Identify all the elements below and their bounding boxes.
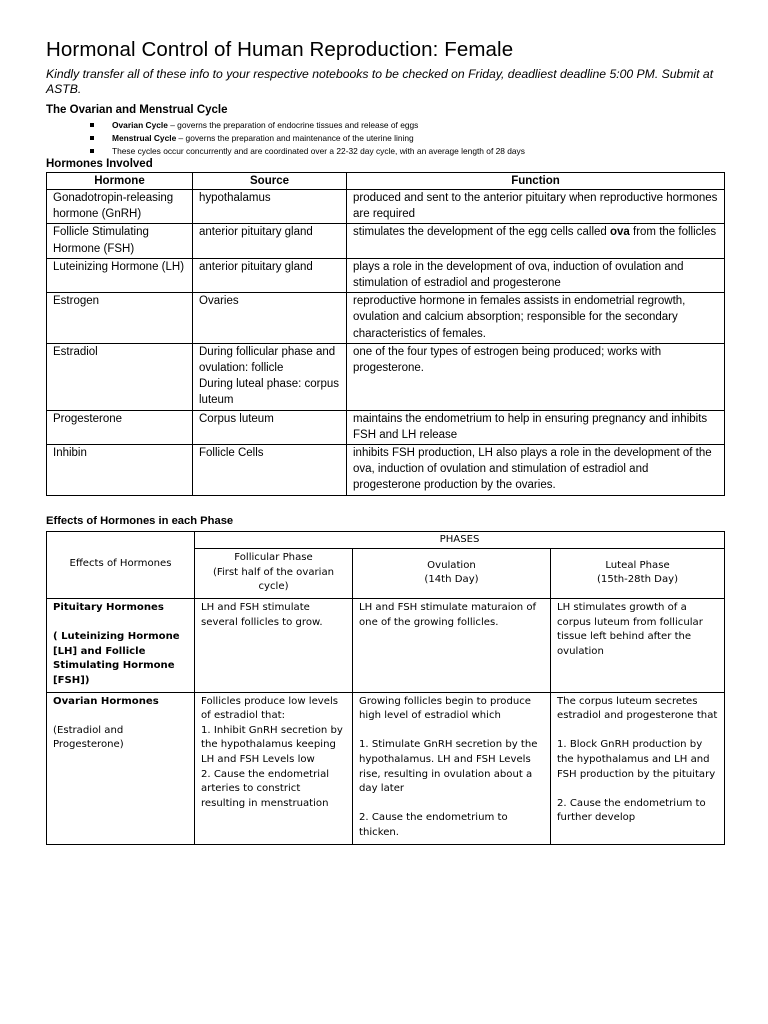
- ovarian-luteal-cell: The corpus luteum secretes estradiol and progesterone that 1. Block GnRH production by the hypothalamus and LH and FSH production by the pituitary 2. Cause the endometrium to further develop: [551, 692, 725, 844]
- table-row: [47, 410, 725, 444]
- function-bold-term: ova: [609, 226, 630, 239]
- ovarian-ovulation-cell: Growing follicles begin to produce high level of estradiol which 1. Stimulate GnRH secretion by the hypothalamus. LH and FSH Levels rise, resulting in ovulation about a day later 2. Cause the endometrium to thicken.: [353, 692, 551, 844]
- row-label-subtitle: ( Luteinizing Hormone [LH] and Follicle Stimulating Hormone [FSH]): [53, 631, 180, 686]
- bullet-text: These cycles occur concurrently and are coordinated over a 22-32 day cycle, with an average length of 28 days: [112, 146, 525, 156]
- column-header: Hormone: [47, 173, 193, 190]
- source-cell: Follicle Cells: [193, 445, 347, 496]
- follicular-phase-header: Follicular Phase (First half of the ovarian cycle): [195, 549, 353, 599]
- bullet-text: – governs the preparation of endocrine tissues and release of eggs: [167, 120, 419, 130]
- source-cell: Ovaries: [193, 293, 347, 344]
- pituitary-ovulation-cell: LH and FSH stimulate maturaion of one of the growing follicles.: [353, 599, 551, 693]
- table-row: [47, 445, 725, 496]
- table-header-row: [47, 531, 725, 549]
- effects-heading: Effects of Hormones in each Phase: [46, 514, 234, 527]
- row-label-subtitle: (Estradiol and Progesterone): [53, 724, 124, 751]
- ovulation-header: Ovulation (14th Day): [353, 549, 551, 599]
- pituitary-follicular-cell: LH and FSH stimulate several follicles to grow.: [195, 599, 353, 693]
- cycle-bullet-list: [46, 119, 724, 158]
- function-cell: maintains the endometrium to help in ensuring pregnancy and inhibits FSH and LH release: [347, 410, 725, 444]
- bullet-term: Ovarian Cycle: [112, 120, 168, 130]
- ovarian-menstrual-heading: The Ovarian and Menstrual Cycle: [46, 104, 228, 116]
- table-header-row: [47, 173, 725, 190]
- source-cell: anterior pituitary gland: [193, 224, 347, 258]
- ovarian-follicular-cell: Follicles produce low levels of estradiol that: 1. Inhibit GnRH secretion by the hypothalamus keeping LH and FSH Levels low 2. Cause the endometrial arteries to constrict resulting in menstruation: [195, 692, 353, 844]
- bullet-term: Menstrual Cycle: [112, 133, 177, 143]
- table-row: [47, 293, 725, 344]
- ovarian-row-label: [47, 692, 195, 844]
- hormones-involved-heading: Hormones Involved: [46, 158, 153, 170]
- hormone-cell: Luteinizing Hormone (LH): [47, 258, 193, 292]
- table-row: [47, 190, 725, 224]
- list-item: [90, 132, 724, 145]
- function-text: from the follicles: [629, 226, 717, 239]
- hormone-cell: Follicle Stimulating Hormone (FSH): [47, 224, 193, 258]
- column-header: Function: [347, 173, 725, 190]
- source-cell: anterior pituitary gland: [193, 258, 347, 292]
- hormone-cell: Estradiol: [47, 343, 193, 410]
- table-row: [47, 692, 725, 844]
- hormone-cell: Gonadotropin-releasing hormone (GnRH): [47, 190, 193, 224]
- table-row: [47, 343, 725, 410]
- function-cell: produced and sent to the anterior pituitary when reproductive hormones are required: [347, 190, 725, 224]
- function-cell: [347, 224, 725, 258]
- function-text: stimulates the development of the egg cells called: [353, 226, 610, 239]
- hormones-table: [46, 172, 725, 496]
- row-label-title: Pituitary Hormones: [53, 602, 164, 614]
- function-cell: one of the four types of estrogen being produced; works with progesterone.: [347, 343, 725, 410]
- effects-table: [46, 531, 725, 845]
- row-label-title: Ovarian Hormones: [53, 695, 159, 707]
- source-cell: hypothalamus: [193, 190, 347, 224]
- list-item: [90, 145, 724, 158]
- bullet-text: – governs the preparation and maintenance of the uterine lining: [176, 133, 414, 143]
- table-row: [47, 258, 725, 292]
- function-cell: reproductive hormone in females assists in endometrial regrowth, ovulation and calcium absorption; responsible for the secondary characteristics of females.: [347, 293, 725, 344]
- function-cell: inhibits FSH production, LH also plays a role in the development of the ova, induction of ovulation and stimulation of estradiol and progesterone production by the ovaries.: [347, 445, 725, 496]
- pituitary-row-label: [47, 599, 195, 693]
- hormone-cell: Progesterone: [47, 410, 193, 444]
- pituitary-luteal-cell: LH stimulates growth of a corpus luteum from follicular tissue left behind after the ovulation: [551, 599, 725, 693]
- corner-header: Effects of Hormones: [47, 531, 195, 598]
- luteal-phase-header: Luteal Phase (15th-28th Day): [551, 549, 725, 599]
- hormone-cell: Estrogen: [47, 293, 193, 344]
- source-cell: During follicular phase and ovulation: follicle During luteal phase: corpus luteum: [193, 343, 347, 410]
- phases-header: PHASES: [195, 531, 725, 549]
- document-page: [46, 38, 724, 845]
- instruction-note: Kindly transfer all of these info to your respective notebooks to be checked on Friday, deadliest deadline 5:00 PM. Submit at ASTB.: [46, 67, 714, 96]
- table-row: [47, 599, 725, 693]
- page-title: Hormonal Control of Human Reproduction: Female: [46, 38, 514, 61]
- table-row: [47, 224, 725, 258]
- column-header: Source: [193, 173, 347, 190]
- function-cell: plays a role in the development of ova, induction of ovulation and stimulation of estradiol and progesterone: [347, 258, 725, 292]
- list-item: [90, 119, 724, 132]
- hormone-cell: Inhibin: [47, 445, 193, 496]
- source-cell: Corpus luteum: [193, 410, 347, 444]
